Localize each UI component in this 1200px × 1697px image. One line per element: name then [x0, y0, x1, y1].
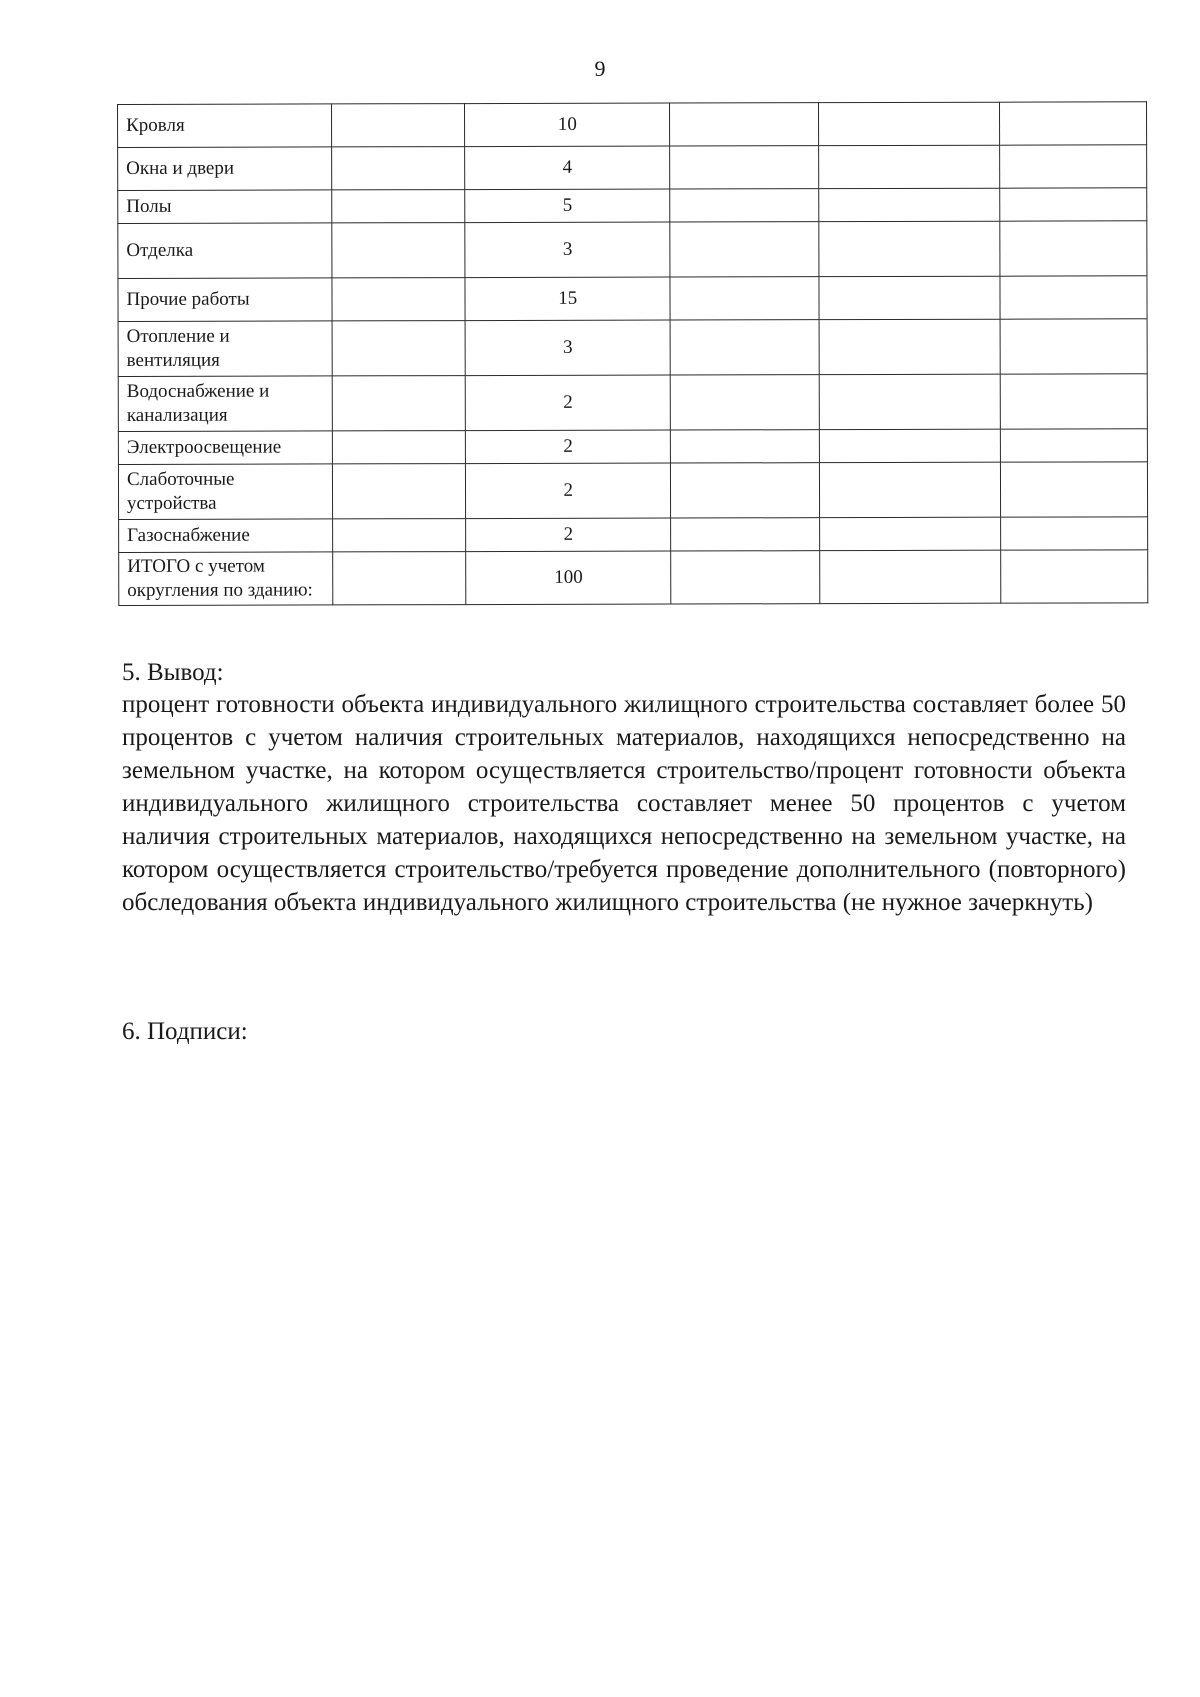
percent-cell: 2 [466, 518, 671, 552]
empty-cell [332, 519, 466, 552]
work-name-cell: Электроосвещение [118, 431, 332, 465]
page-number: 9 [594, 56, 606, 81]
empty-cell [819, 374, 1000, 429]
percent-cell: 2 [466, 463, 671, 519]
empty-cell [332, 376, 466, 431]
works-table [117, 101, 1148, 606]
empty-cell [332, 278, 466, 321]
empty-cell [331, 147, 465, 190]
empty-cell [671, 518, 820, 551]
empty-cell [670, 375, 819, 430]
empty-cell [670, 222, 819, 277]
empty-cell [1000, 429, 1147, 462]
table-row [118, 374, 1147, 432]
empty-cell [1000, 319, 1147, 374]
empty-cell [1000, 374, 1147, 429]
total-percent-cell: 100 [466, 551, 671, 605]
empty-cell [819, 221, 1000, 276]
empty-cell [670, 146, 819, 189]
empty-cell [670, 430, 819, 463]
empty-cell [999, 221, 1146, 276]
empty-cell [999, 188, 1146, 221]
empty-cell [332, 464, 466, 519]
work-name-cell: Отделка [118, 223, 332, 279]
empty-cell [819, 319, 1000, 374]
empty-cell [670, 103, 819, 146]
work-name-cell: Отопление и вентиляция [118, 321, 332, 377]
work-name-cell: Газоснабжение [119, 519, 333, 553]
work-name-cell: Прочие работы [118, 278, 332, 322]
empty-cell [819, 188, 1000, 221]
empty-cell [333, 552, 467, 605]
empty-cell [670, 189, 819, 222]
table-row [118, 145, 1147, 191]
signatures-heading: 6. Подписи: [122, 1018, 248, 1045]
percent-cell: 5 [465, 189, 670, 223]
empty-cell [332, 223, 466, 278]
empty-cell [1000, 462, 1147, 517]
empty-cell [332, 190, 466, 223]
percent-cell: 10 [465, 103, 670, 147]
empty-cell [820, 550, 1001, 603]
table-row [119, 517, 1148, 553]
empty-cell [819, 276, 1000, 319]
percent-cell: 15 [465, 277, 670, 321]
empty-cell [1000, 276, 1147, 319]
table-row [118, 188, 1147, 224]
empty-cell [820, 429, 1001, 462]
empty-cell [819, 102, 1000, 145]
empty-cell [1000, 517, 1147, 550]
work-name-cell: Полы [118, 190, 332, 224]
percent-cell: 2 [466, 430, 671, 464]
empty-cell [331, 104, 465, 147]
work-name-cell: Кровля [118, 104, 332, 148]
work-name-cell: Окна и двери [118, 147, 332, 191]
percent-cell: 2 [466, 375, 671, 431]
percent-cell: 4 [465, 146, 670, 190]
table-row [118, 462, 1147, 520]
empty-cell [999, 102, 1146, 145]
empty-cell [819, 145, 1000, 188]
empty-cell [820, 462, 1001, 517]
table-row [118, 429, 1147, 465]
table-row [118, 221, 1147, 279]
empty-cell [820, 517, 1001, 550]
empty-cell [332, 321, 466, 376]
conclusion-text: процент готовности объекта индивидуального жилищного строительства составляет более 50 процентов с учетом наличия строительных материалов, находящихся непосредственно на земельном участке, на котором осуществляется строительство/процент готовности объекта индивидуального жилищного строительства составляет менее 50 процентов с учетом наличия строительных материалов, находящихся непосредственно на земельном участке, на котором осуществляется строительство/требуется проведение дополнительного (повторного) обследования объекта индивидуального жилищного строительства (не нужное зачеркнуть) [122, 691, 1126, 916]
empty-cell [999, 145, 1146, 188]
table-row [118, 102, 1147, 148]
empty-cell [671, 551, 820, 604]
empty-cell [670, 320, 819, 375]
conclusion-heading: 5. Вывод: [122, 659, 224, 686]
empty-cell [1000, 550, 1147, 603]
table-row [118, 319, 1147, 377]
percent-cell: 3 [466, 320, 671, 376]
percent-cell: 3 [465, 222, 670, 278]
empty-cell [670, 463, 819, 518]
total-name-cell: ИТОГО с учетом округления по зданию: [119, 552, 333, 606]
empty-cell [332, 431, 466, 464]
empty-cell [670, 277, 819, 320]
table-total-row [119, 550, 1148, 606]
table-row [118, 276, 1147, 322]
work-name-cell: Водоснабжение и канализация [118, 376, 332, 432]
work-name-cell: Слаботочные устройства [118, 464, 332, 520]
